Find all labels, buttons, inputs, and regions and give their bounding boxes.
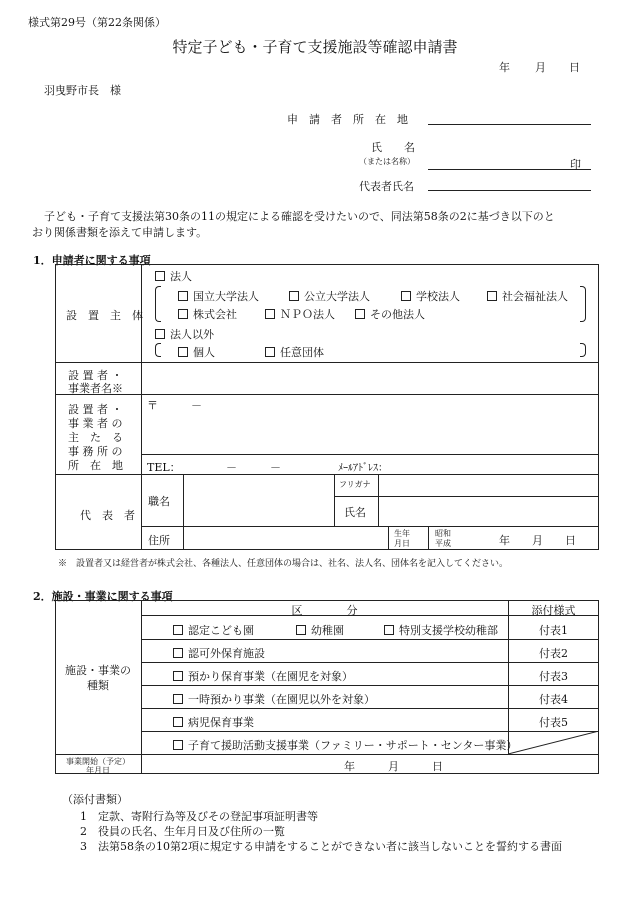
option-azukari-hoiku[interactable]: 預かり保育事業（在園児を対象） xyxy=(173,668,353,684)
option-gakko[interactable]: 学校法人 xyxy=(401,288,460,304)
position-label: 職名 xyxy=(148,495,170,508)
option-ichiji-azukari[interactable]: 一時預かり事業（在園児以外を対象） xyxy=(173,691,375,707)
office-label-5: 所 在 地 xyxy=(68,459,123,472)
attachment-item-2: 2 役員の氏名、生年月日及び住所の一覧 xyxy=(80,825,285,838)
section1-heading: 1．申請者に関する事項 xyxy=(33,254,151,267)
representative-label: 代表者氏名 xyxy=(359,180,414,193)
applicant-name-sub-label: （または名称） xyxy=(359,157,415,166)
left-bracket xyxy=(155,286,161,322)
setchi-label: 設 置 主 体 xyxy=(66,309,143,322)
non-corp-checkbox[interactable] xyxy=(155,329,165,339)
option-koritsu[interactable]: 公立大学法人 xyxy=(289,288,370,304)
seal-mark: 印 xyxy=(570,158,581,171)
date-month: 月 xyxy=(535,61,546,74)
office-label-4: 事 務 所 の xyxy=(68,445,123,458)
intro-line-2: おり関係書類を添えて申請します。 xyxy=(32,226,208,239)
date-day: 日 xyxy=(569,61,580,74)
corp-checkbox[interactable] xyxy=(155,271,165,281)
attachment-item-3: 3 法第58条の10第2項に規定する申請をすることができない者に該当しないことを誓約する書面 xyxy=(80,840,562,853)
form-3: 付表3 xyxy=(539,670,568,683)
page-title: 特定子ども・子育て支援施設等確認申請書 xyxy=(172,38,458,56)
start-date-field[interactable]: 年 月 日 xyxy=(344,760,443,773)
facility-type-label-2: 種類 xyxy=(87,679,109,692)
option-ninkagai[interactable]: 認可外保育施設 xyxy=(173,645,265,661)
applicant-address-label: 申 請 者 所 在 地 xyxy=(287,113,408,126)
form-5: 付表5 xyxy=(539,716,568,729)
start-date-label-1: 事業開始（予定） xyxy=(66,757,130,766)
rep-address-label: 住所 xyxy=(148,534,170,547)
rep-name-label: 氏名 xyxy=(344,506,366,519)
birth-label-1: 生年 xyxy=(394,529,410,538)
col-category: 区 分 xyxy=(291,604,358,617)
furigana-label: フリガナ xyxy=(339,480,371,489)
representative-line[interactable] xyxy=(428,190,591,191)
option-nini[interactable]: 任意団体 xyxy=(265,344,324,360)
right-bracket xyxy=(580,286,586,322)
rep-label: 代 表 者 xyxy=(80,509,135,522)
office-label-2: 事 業 者 の xyxy=(68,417,123,430)
era-heisei[interactable]: 平成 xyxy=(435,539,451,548)
office-label-1: 設 置 者 ・ xyxy=(68,403,123,416)
option-kojin[interactable]: 個人 xyxy=(178,344,215,360)
option-byoji-hoiku[interactable]: 病児保育事業 xyxy=(173,714,254,730)
attachments-heading: （添付書類） xyxy=(62,793,128,806)
option-tokubetsu-shien[interactable]: 特別支援学校幼稚部 xyxy=(384,622,498,638)
col-form: 添付様式 xyxy=(531,604,576,617)
birth-label-2: 月日 xyxy=(394,539,410,548)
option-kokuritsu[interactable]: 国立大学法人 xyxy=(178,288,259,304)
tel-field[interactable]: － － xyxy=(226,461,281,474)
option-youchien[interactable]: 幼稚園 xyxy=(296,622,344,638)
form-number: 様式第29号（第22条関係） xyxy=(28,16,166,29)
corp-option[interactable]: 法人 xyxy=(155,268,192,284)
section1-note: ※ 設置者又は経営者が株式会社、各種法人、任意団体の場合は、社名、法人名、団体名を記入してください。 xyxy=(58,559,509,569)
form-4: 付表4 xyxy=(539,693,568,706)
operator-name-label-2: 事業者名※ xyxy=(68,382,123,395)
tel-label: TEL： xyxy=(147,461,181,474)
section2-heading: 2．施設・事業に関する事項 xyxy=(33,590,173,603)
postal-code-field[interactable]: 〒 － xyxy=(147,399,202,412)
email-label: ﾒｰﾙｱﾄﾞﾚｽ： xyxy=(338,463,388,474)
form-1: 付表1 xyxy=(539,624,568,637)
applicant-name-line[interactable] xyxy=(428,169,591,170)
office-label-3: 主 た る xyxy=(68,431,123,444)
option-kabushiki[interactable]: 株式会社 xyxy=(178,306,237,322)
option-shakaifukushi[interactable]: 社会福祉法人 xyxy=(487,288,568,304)
option-other-corp[interactable]: その他法人 xyxy=(355,306,425,322)
date-year: 年 xyxy=(499,61,510,74)
start-date-label-2: 年月日 xyxy=(86,766,110,775)
intro-line-1: 子ども・子育て支援法第30条の11の規定による確認を受けたいので、同法第58条の2に基づき以下のと xyxy=(44,210,555,223)
operator-name-field[interactable] xyxy=(145,366,595,390)
birth-date-field[interactable]: 年 月 日 xyxy=(499,534,576,547)
form-2: 付表2 xyxy=(539,647,568,660)
operator-name-label-1: 設 置 者 ・ xyxy=(68,369,123,382)
no-form-slash xyxy=(508,731,599,754)
applicant-name-label: 氏 名 xyxy=(371,141,415,154)
option-family-support[interactable]: 子育て援助活動支援事業（ファミリー・サポート・センター事業） xyxy=(173,737,517,753)
addressee: 羽曳野市長 様 xyxy=(44,84,121,97)
facility-type-label-1: 施設・事業の xyxy=(65,664,131,677)
option-npo[interactable]: ＮＰＯ法人 xyxy=(265,306,335,322)
option-nintei-kodomoen[interactable]: 認定こども園 xyxy=(173,622,254,638)
applicant-address-line[interactable] xyxy=(428,124,591,125)
era-showa[interactable]: 昭和 xyxy=(435,529,451,538)
attachment-item-1: 1 定款、寄附行為等及びその登記事項証明書等 xyxy=(80,810,318,823)
non-corp-option[interactable]: 法人以外 xyxy=(155,326,214,342)
